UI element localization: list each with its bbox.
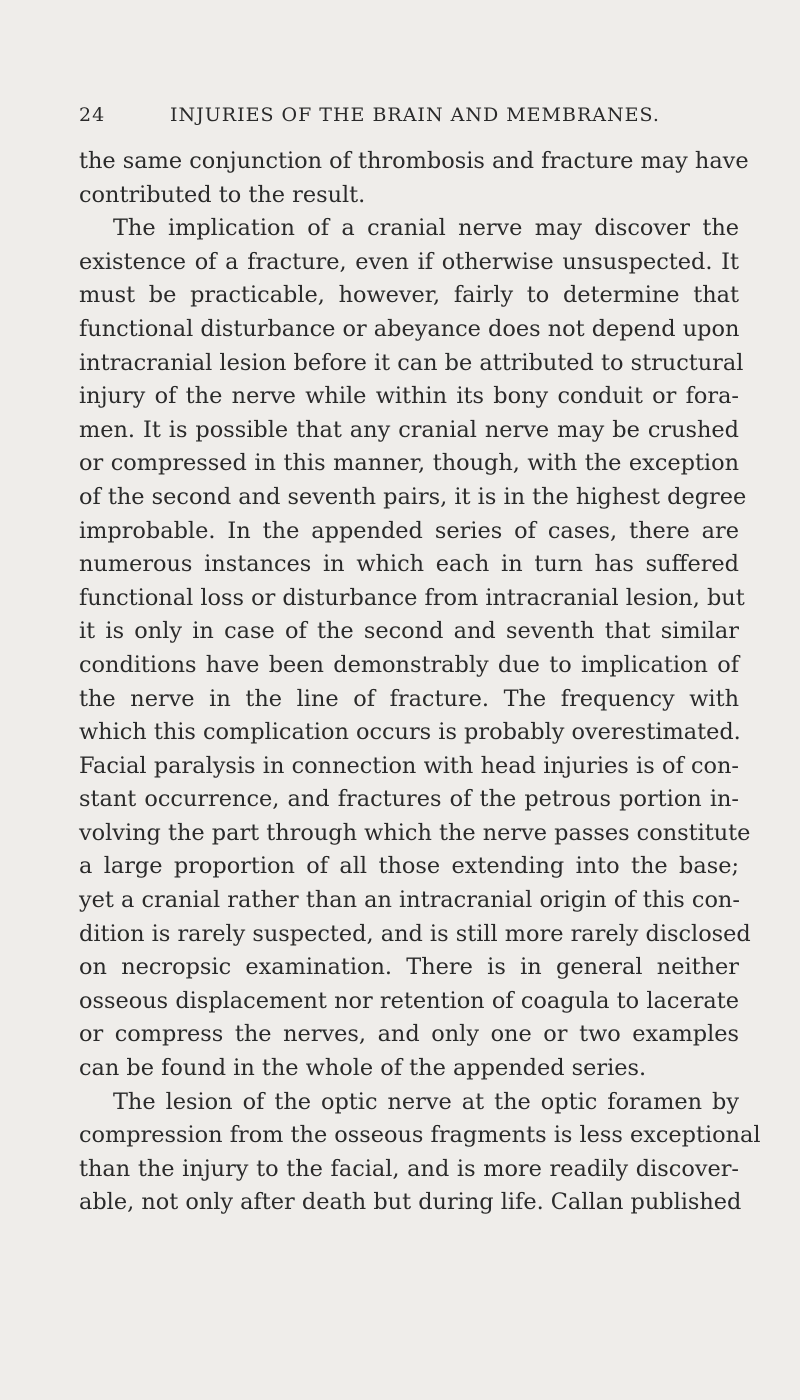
text-line: existence of a fracture, even if otherwise unsuspected. It <box>79 248 739 275</box>
text-line: which this complication occurs is probably overestimated. <box>79 719 741 746</box>
text-line: stant occurrence, and fractures of the petrous portion in- <box>79 786 739 813</box>
text-line: or compress the nerves, and only one or two examples <box>79 1021 739 1048</box>
paragraph-first-line: The lesion of the optic nerve at the optic foramen by <box>113 1088 739 1115</box>
text-line: functional loss or disturbance from intracranial lesion, but <box>79 584 745 611</box>
text-line: numerous instances in which each in turn has suffered <box>79 551 739 578</box>
text-line: yet a cranial rather than an intracranial origin of this con- <box>79 887 740 914</box>
text-line: intracranial lesion before it can be attributed to structural <box>79 349 744 376</box>
text-line: improbable. In the appended series of cases, there are <box>79 517 739 544</box>
text-line: contributed to the result. <box>79 181 366 208</box>
text-line: compression from the osseous fragments is less exceptional <box>79 1122 761 1149</box>
text-line: conditions have been demonstrably due to implication of <box>79 651 739 678</box>
body-text <box>79 145 761 1220</box>
text-line: on necropsic examination. There is in general neither <box>79 954 739 981</box>
text-line: the same conjunction of thrombosis and fracture may have <box>79 148 749 174</box>
text-line: a large proportion of all those extending into the base; <box>79 853 739 880</box>
text-line: the nerve in the line of fracture. The frequency with <box>79 685 739 712</box>
page-number: 24 <box>79 104 106 126</box>
text-line: or compressed in this manner, though, with the exception <box>79 450 739 477</box>
text-line: injury of the nerve while within its bony conduit or fora- <box>79 383 739 410</box>
text-line: osseous displacement nor retention of coagula to lacerate <box>79 987 739 1014</box>
text-line: it is only in case of the second and seventh that similar <box>79 618 739 645</box>
text-line: able, not only after death but during life. Callan published <box>79 1189 742 1216</box>
text-line: than the injury to the facial, and is more readily discover- <box>79 1155 739 1182</box>
text-line: can be found in the whole of the appended series. <box>79 1055 647 1082</box>
text-line: volving the part through which the nerve passes constitute <box>79 819 751 846</box>
text-line: must be practicable, however, fairly to determine that <box>79 282 739 309</box>
text-line: dition is rarely suspected, and is still more rarely disclosed <box>79 920 751 947</box>
paragraph-first-line: The implication of a cranial nerve may discover the <box>113 215 739 242</box>
text-line: functional disturbance or abeyance does not depend upon <box>79 315 740 342</box>
running-title: INJURIES OF THE BRAIN AND MEMBRANES. <box>170 104 660 126</box>
text-line: Facial paralysis in connection with head injuries is of con- <box>79 752 739 779</box>
text-line: of the second and seventh pairs, it is in the highest degree <box>79 483 747 510</box>
text-line: men. It is possible that any cranial nerve may be crushed <box>79 416 739 443</box>
page-header <box>79 104 721 134</box>
